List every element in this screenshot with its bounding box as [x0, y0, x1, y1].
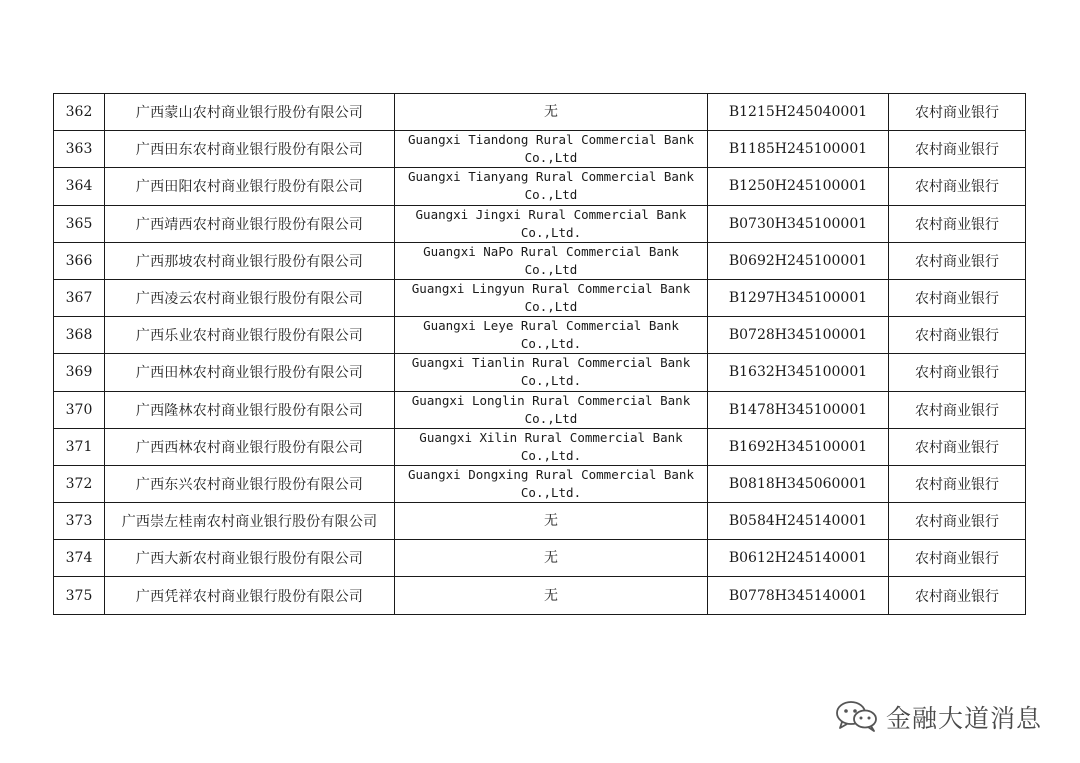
row-number: 371: [54, 428, 105, 465]
institution-type: 农村商业银行: [889, 540, 1026, 577]
institution-code: B1215H245040001: [708, 94, 889, 131]
table-row: [54, 354, 1026, 391]
institution-code: B0730H345100001: [708, 205, 889, 242]
institution-code: B0818H345060001: [708, 465, 889, 502]
institution-type: 农村商业银行: [889, 317, 1026, 354]
table-row: [54, 242, 1026, 279]
row-number: 369: [54, 354, 105, 391]
bank-name-english: Guangxi Longlin Rural Commercial Bank Co.,Ltd: [395, 391, 708, 428]
institution-code: B1478H345100001: [708, 391, 889, 428]
table-row: [54, 168, 1026, 205]
institution-type: 农村商业银行: [889, 168, 1026, 205]
table-body: [54, 94, 1026, 615]
bank-name-english: 无: [395, 540, 708, 577]
bank-name-english: Guangxi Dongxing Rural Commercial Bank Co.,Ltd.: [395, 465, 708, 502]
institution-type: 农村商业银行: [889, 279, 1026, 316]
bank-name-chinese: 广西凭祥农村商业银行股份有限公司: [105, 577, 395, 614]
table-row: [54, 428, 1026, 465]
institution-code: B0584H245140001: [708, 503, 889, 540]
bank-name-chinese: 广西隆林农村商业银行股份有限公司: [105, 391, 395, 428]
bank-name-chinese: 广西崇左桂南农村商业银行股份有限公司: [105, 503, 395, 540]
institution-type: 农村商业银行: [889, 205, 1026, 242]
row-number: 363: [54, 131, 105, 168]
table-row: [54, 131, 1026, 168]
institution-type: 农村商业银行: [889, 354, 1026, 391]
institution-code: B1297H345100001: [708, 279, 889, 316]
institution-code: B1185H245100001: [708, 131, 889, 168]
bank-name-chinese: 广西田东农村商业银行股份有限公司: [105, 131, 395, 168]
bank-name-english: Guangxi Leye Rural Commercial Bank Co.,Ltd.: [395, 317, 708, 354]
bank-name-english: Guangxi Lingyun Rural Commercial Bank Co.,Ltd: [395, 279, 708, 316]
row-number: 374: [54, 540, 105, 577]
bank-name-chinese: 广西那坡农村商业银行股份有限公司: [105, 242, 395, 279]
row-number: 365: [54, 205, 105, 242]
bank-name-chinese: 广西田林农村商业银行股份有限公司: [105, 354, 395, 391]
table-row: [54, 577, 1026, 614]
institution-code: B1632H345100001: [708, 354, 889, 391]
bank-name-english: Guangxi NaPo Rural Commercial Bank Co.,Ltd: [395, 242, 708, 279]
institution-code: B0612H245140001: [708, 540, 889, 577]
institution-code: B1692H345100001: [708, 428, 889, 465]
row-number: 366: [54, 242, 105, 279]
bank-name-chinese: 广西蒙山农村商业银行股份有限公司: [105, 94, 395, 131]
watermark-text: 金融大道消息: [886, 704, 1043, 733]
institution-code: B0728H345100001: [708, 317, 889, 354]
institution-type: 农村商业银行: [889, 503, 1026, 540]
bank-name-english: Guangxi Tiandong Rural Commercial Bank Co.,Ltd: [395, 131, 708, 168]
row-number: 364: [54, 168, 105, 205]
table-row: [54, 205, 1026, 242]
table-row: [54, 279, 1026, 316]
bank-name-english: Guangxi Tianlin Rural Commercial Bank Co.,Ltd.: [395, 354, 708, 391]
watermark: [834, 698, 1042, 736]
row-number: 372: [54, 465, 105, 502]
wechat-icon: [834, 698, 880, 736]
bank-name-chinese: 广西凌云农村商业银行股份有限公司: [105, 279, 395, 316]
institution-type: 农村商业银行: [889, 428, 1026, 465]
bank-name-chinese: 广西靖西农村商业银行股份有限公司: [105, 205, 395, 242]
table-row: [54, 465, 1026, 502]
bank-list-table: [53, 93, 1026, 615]
bank-name-english: 无: [395, 503, 708, 540]
bank-name-english: Guangxi Tianyang Rural Commercial Bank Co.,Ltd: [395, 168, 708, 205]
institution-type: 农村商业银行: [889, 242, 1026, 279]
institution-type: 农村商业银行: [889, 391, 1026, 428]
institution-code: B1250H245100001: [708, 168, 889, 205]
row-number: 362: [54, 94, 105, 131]
bank-name-english: Guangxi Xilin Rural Commercial Bank Co.,Ltd.: [395, 428, 708, 465]
table-row: [54, 391, 1026, 428]
table-row: [54, 540, 1026, 577]
bank-name-chinese: 广西大新农村商业银行股份有限公司: [105, 540, 395, 577]
institution-type: 农村商业银行: [889, 577, 1026, 614]
bank-name-chinese: 广西西林农村商业银行股份有限公司: [105, 428, 395, 465]
row-number: 367: [54, 279, 105, 316]
bank-name-chinese: 广西田阳农村商业银行股份有限公司: [105, 168, 395, 205]
bank-name-english: 无: [395, 577, 708, 614]
row-number: 368: [54, 317, 105, 354]
table-row: [54, 94, 1026, 131]
row-number: 375: [54, 577, 105, 614]
institution-code: B0778H345140001: [708, 577, 889, 614]
table-row: [54, 503, 1026, 540]
row-number: 373: [54, 503, 105, 540]
bank-name-chinese: 广西东兴农村商业银行股份有限公司: [105, 465, 395, 502]
table-row: [54, 317, 1026, 354]
row-number: 370: [54, 391, 105, 428]
institution-type: 农村商业银行: [889, 131, 1026, 168]
institution-type: 农村商业银行: [889, 465, 1026, 502]
institution-code: B0692H245100001: [708, 242, 889, 279]
bank-name-chinese: 广西乐业农村商业银行股份有限公司: [105, 317, 395, 354]
bank-name-english: Guangxi Jingxi Rural Commercial Bank Co.,Ltd.: [395, 205, 708, 242]
bank-name-english: 无: [395, 94, 708, 131]
institution-type: 农村商业银行: [889, 94, 1026, 131]
